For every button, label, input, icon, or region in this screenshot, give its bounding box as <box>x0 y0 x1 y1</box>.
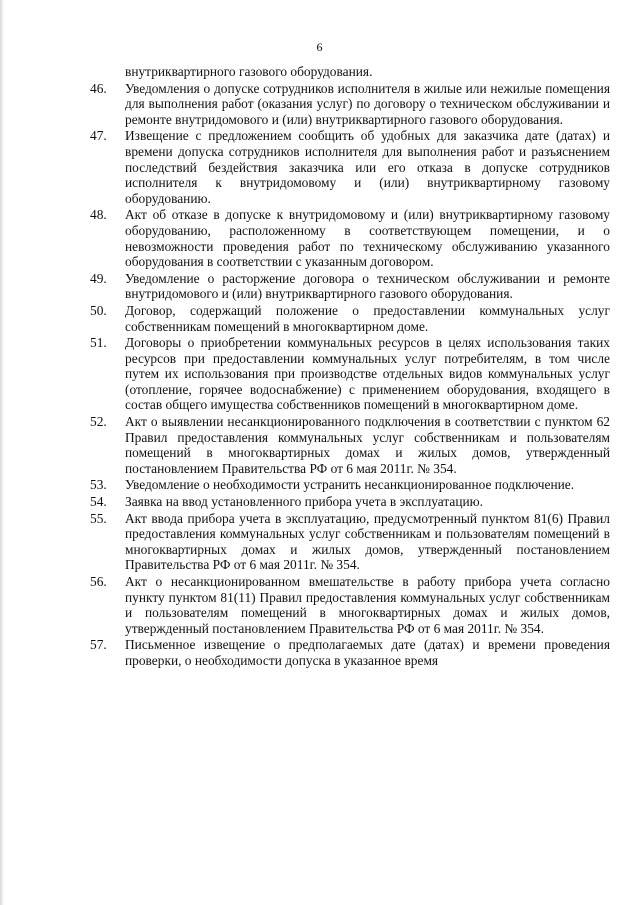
list-item <box>80 207 610 269</box>
list-item <box>80 414 610 476</box>
list-item <box>80 128 610 206</box>
list-item <box>80 335 610 413</box>
item-number: 57. <box>90 637 107 653</box>
item-number: 52. <box>90 414 107 430</box>
list-item <box>80 303 610 334</box>
list-item <box>80 511 610 573</box>
list-item <box>80 271 610 302</box>
item-number: 51. <box>90 335 107 351</box>
list-item <box>80 81 610 128</box>
item-text: Уведомления о допуске сотрудников исполнителя в жилые или нежилые помещения для выполнения работ (оказания услуг) по договору о техническом обслуживании и ремонте внутридомового и (или) внутриквартирного газового оборудования. <box>125 80 610 127</box>
list-item <box>80 637 610 668</box>
list-item <box>80 494 610 510</box>
item-text: Уведомление о необходимости устранить несанкционированное подключение. <box>125 477 575 493</box>
item-text: Письменное извещение о предполагаемых дате (датах) и времени проведения проверки, о необходимости допуска в указанное время <box>125 637 610 668</box>
item-text: Извещение с предложением сообщить об удобных для заказчика дате (датах) и времени допуска сотрудников исполнителя для выполнения работ и разъяснением последствий бездействия заказчика или его отказа в допуске сотрудников исполнителя к внутридомовому и (или) внутриквартирному газовому оборудованию. <box>125 128 610 206</box>
item-text: Договор, содержащий положение о предоставлении коммунальных услуг собственникам помещений в многоквартирном доме. <box>125 302 610 334</box>
item-number: 50. <box>90 302 107 318</box>
item-number: 54. <box>90 494 107 510</box>
item-number: 48. <box>90 207 107 223</box>
item-text: Заявка на ввод установленного прибора учета в эксплуатацию. <box>125 494 484 510</box>
item-text: Акт о несанкционированном вмешательстве в работу прибора учета согласно пункту пунктом 81(11) Правил предоставления коммунальных услуг собственникам и пользователям помещений в многоквартирных домах и жилых домов, утвержденный постановлением Правительства РФ от 6 мая 2011г. № 354. <box>125 574 610 636</box>
item-text: Уведомление о расторжение договора о техническом обслуживании и ремонте внутридомового и (или) внутриквартирного газового оборудования. <box>125 270 610 302</box>
document-body <box>80 64 610 670</box>
item-text: Договоры о приобретении коммунальных ресурсов в целях использования таких ресурсов при предоставлении коммунальных услуг потребителям, в том числе путем их использования при производстве отдельных видов коммунальных услуг (отопление, горячее водоснабжение) с применением оборудования, входящего в состав общего имущества собственников помещений в многоквартирном доме. <box>125 335 610 413</box>
item-number: 56. <box>90 574 107 589</box>
page-number: 6 <box>316 40 323 54</box>
item-text: Акт об отказе в допуске к внутридомовому и (или) внутриквартирному газовому оборудованию, расположенному в соответствующем помещении, и о невозможности проведения работ по техническому обслуживанию указанного оборудования в соответствии с указанным договором. <box>125 207 610 270</box>
item-text: Акт ввода прибора учета в эксплуатацию, предусмотренный пунктом 81(6) Правил предоставления коммунальных услуг собственникам и пользователям помещений в многоквартирных домах и жилых домов, утвержденный постановлением Правительства РФ от 6 мая 2011г. № 354. <box>125 510 610 573</box>
continuation-text: внутриквартирного газового оборудования. <box>125 64 373 79</box>
item-number: 47. <box>90 128 107 144</box>
scan-edge <box>0 0 4 905</box>
list-item <box>80 574 610 636</box>
item-number: 55. <box>90 510 107 526</box>
item-number: 46. <box>90 80 107 96</box>
item-text: Акт о выявлении несанкционированного подключения в соответствии с пунктом 62 Правил предоставления коммунальных услуг собственникам и пользователям помещений в многоквартирных домах и жилых домов, утвержденный постановлением Правительства РФ от 6 мая 2011г. № 354. <box>125 414 610 476</box>
item-number: 53. <box>90 477 107 493</box>
item-number: 49. <box>90 270 107 286</box>
list-item <box>80 477 610 493</box>
